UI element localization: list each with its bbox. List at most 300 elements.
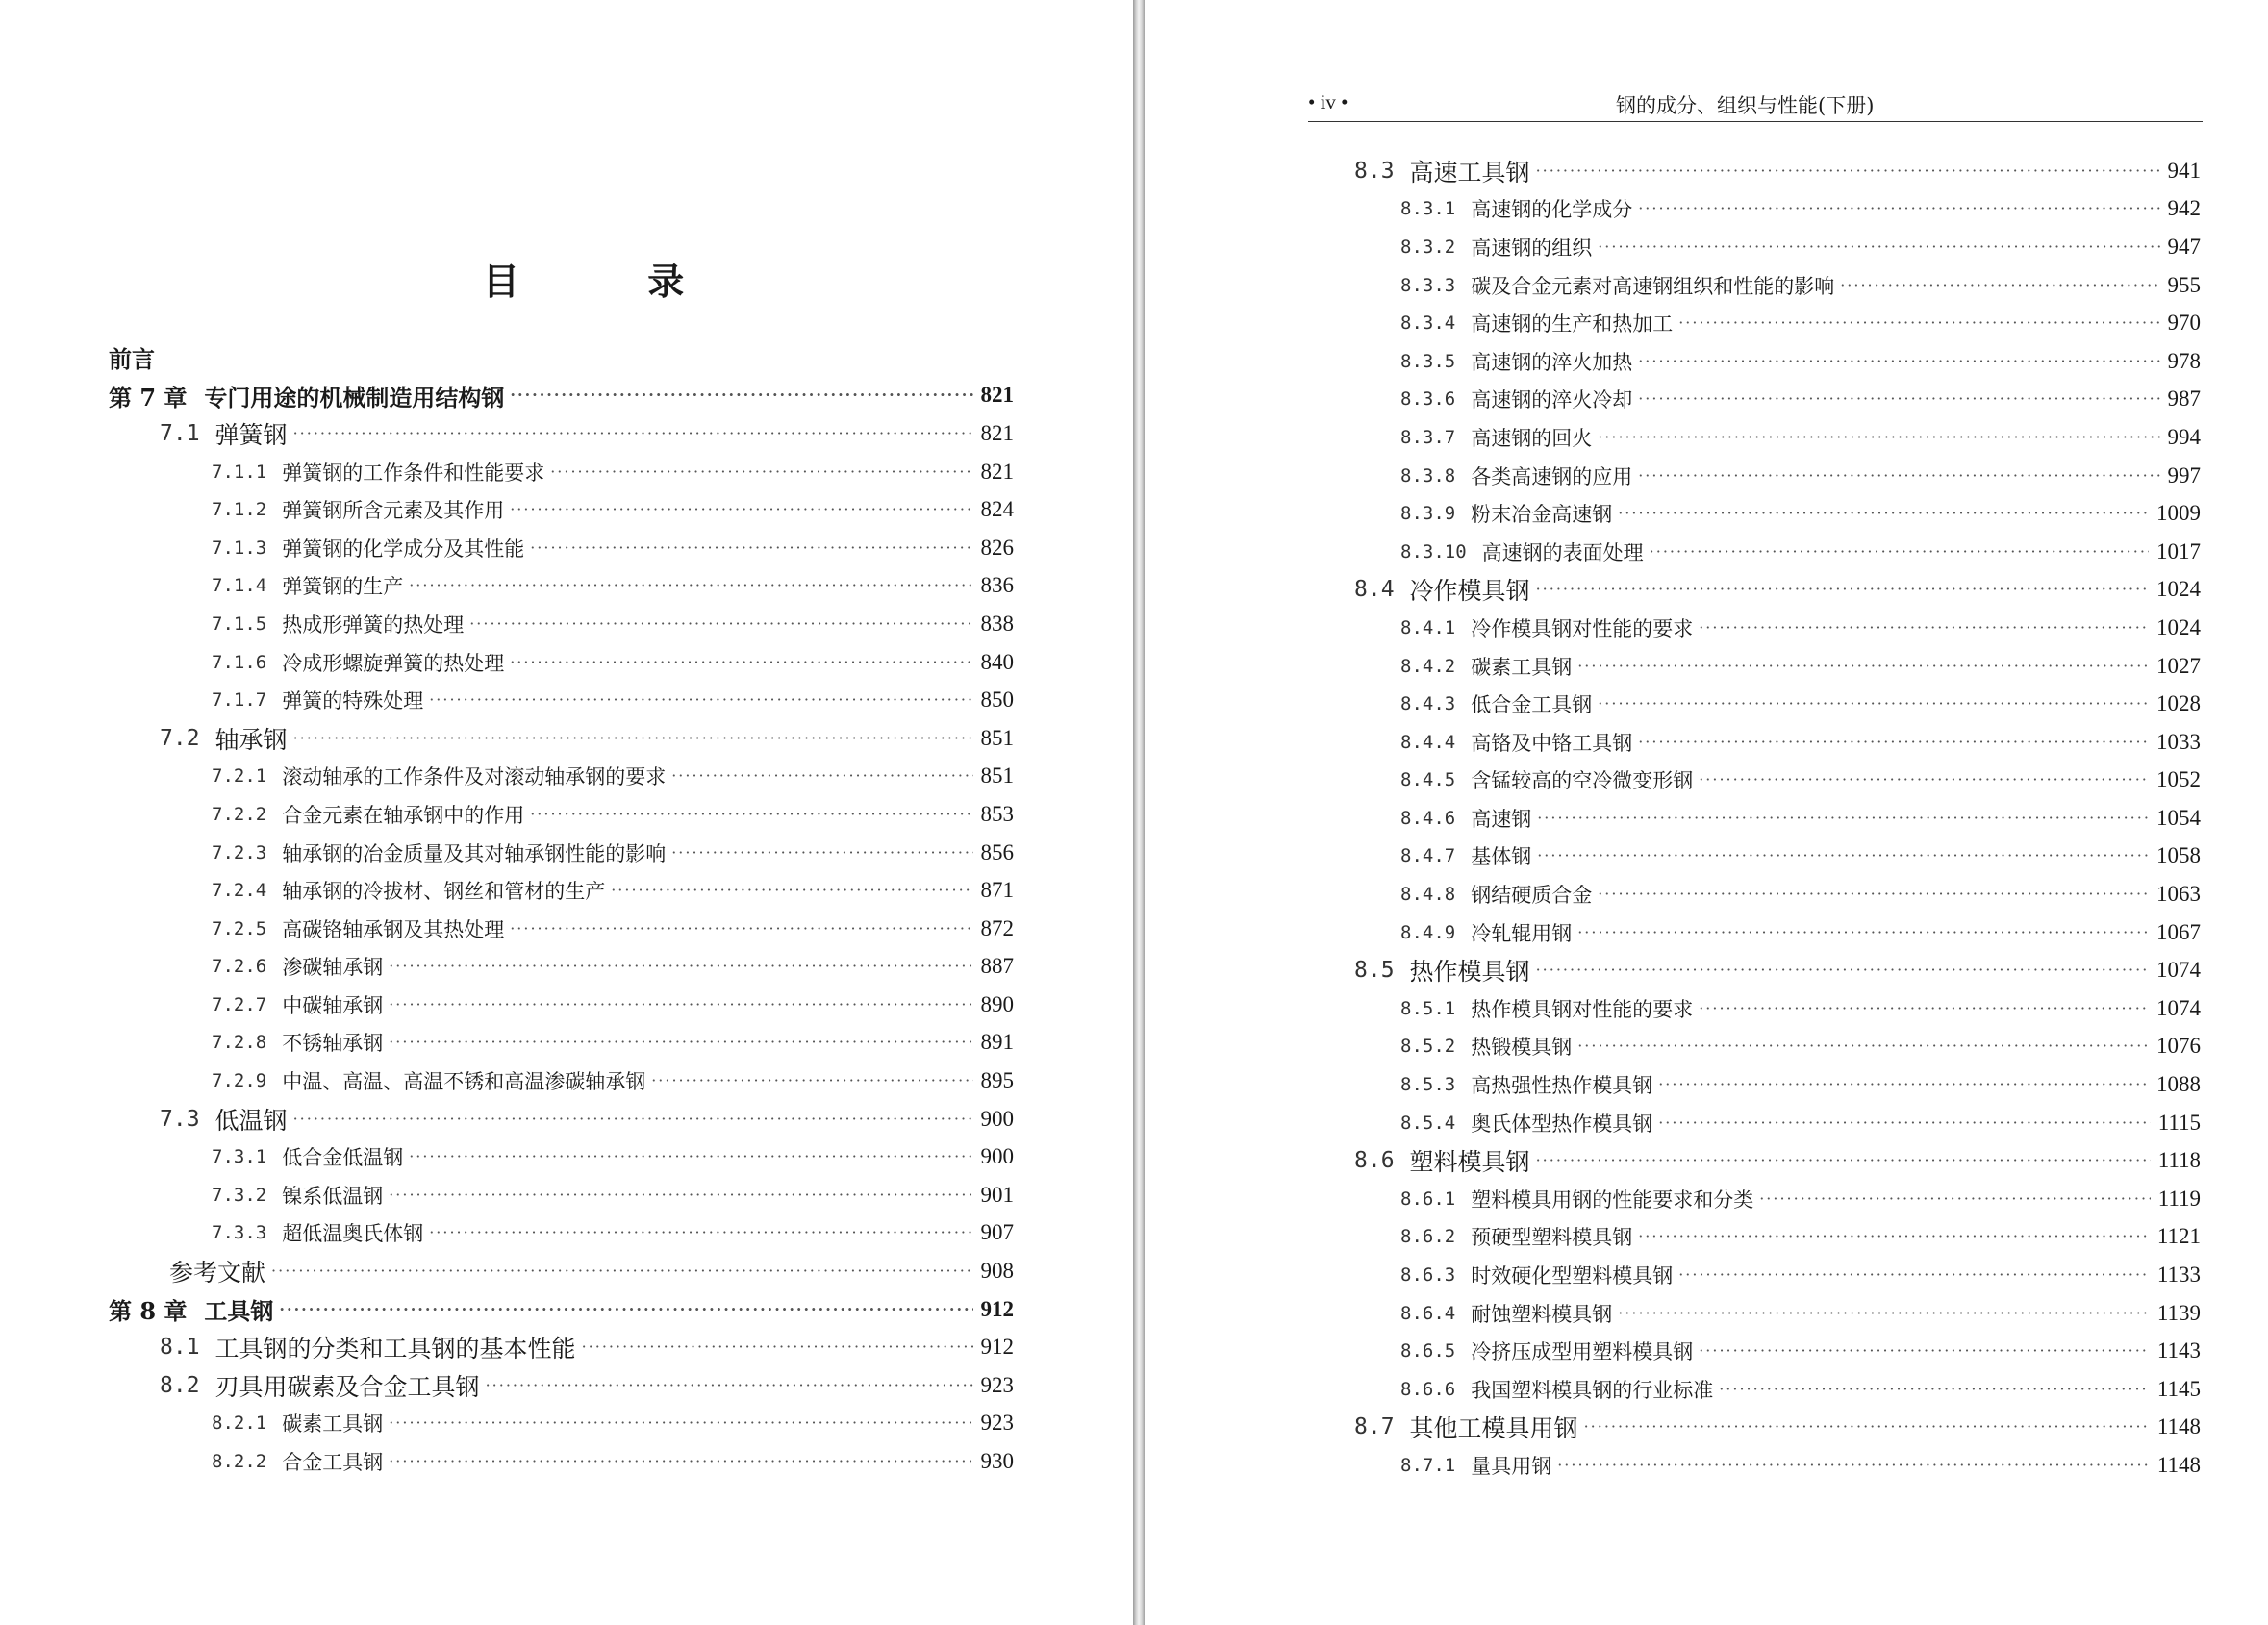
toc-entry <box>1145 799 2268 838</box>
toc-entry-page: 923 <box>980 1372 1014 1397</box>
toc-entry <box>0 1024 1133 1062</box>
toc-entry <box>1145 951 2268 989</box>
toc-entry-title: 含锰较高的空冷微变形钢 <box>1471 769 1694 793</box>
toc-entry-title: 预硬型塑料模具钢 <box>1471 1226 1633 1250</box>
toc-entry-page: 1017 <box>2156 538 2201 563</box>
toc-entry-number: 8.4.4 <box>1400 731 1456 753</box>
dot-leader <box>293 729 973 748</box>
toc-entry-page: 942 <box>2167 196 2201 221</box>
dot-leader <box>1719 1380 2150 1399</box>
toc-entry <box>0 834 1133 872</box>
toc-entry <box>0 1405 1133 1443</box>
toc-entry-number: 8.4.1 <box>1400 616 1456 638</box>
dot-leader <box>1584 1417 2150 1437</box>
toc-entry-title: 弹簧的特殊处理 <box>282 689 424 713</box>
toc-entry-number: 8.4.6 <box>1400 807 1456 829</box>
toc-list-right <box>1145 152 2268 1485</box>
toc-entry-title: 高热强性热作模具钢 <box>1471 1074 1653 1098</box>
dot-leader <box>582 1338 973 1357</box>
toc-entry-title: 高速钢的表面处理 <box>1481 540 1644 564</box>
toc-entry-title: 镍系低温钢 <box>282 1184 384 1208</box>
toc-entry-title: 弹簧钢 <box>214 420 288 449</box>
toc-entry <box>0 1442 1133 1481</box>
toc-entry-title: 弹簧钢的生产 <box>282 575 404 599</box>
dot-leader <box>1536 580 2149 599</box>
toc-entry-page: 871 <box>980 878 1014 903</box>
toc-entry-page: 923 <box>980 1411 1014 1436</box>
toc-entry-number: 7.1.5 <box>212 612 267 635</box>
dot-leader <box>1618 504 2149 523</box>
toc-entry-number: 8.7 <box>1354 1414 1395 1440</box>
toc-entry-title: 高速钢的生产和热加工 <box>1471 312 1674 337</box>
dot-leader <box>1678 1265 2150 1285</box>
toc-entry <box>1145 494 2268 533</box>
toc-entry-number: 8.6.5 <box>1400 1340 1456 1362</box>
dot-leader <box>1577 1037 2149 1056</box>
toc-entry-number: 8.7.1 <box>1400 1454 1456 1476</box>
toc-entry-page: 907 <box>980 1220 1014 1245</box>
dot-leader <box>510 653 972 672</box>
toc-entry-number: 7.1.2 <box>212 499 267 521</box>
toc-entry-title: 时效硬化型塑料模具钢 <box>1471 1264 1674 1288</box>
header-book-title: 钢的成分、组织与性能(下册) <box>1616 94 1875 117</box>
toc-entry <box>0 681 1133 719</box>
dot-leader <box>1638 466 2159 486</box>
toc-entry-number: 7.2.5 <box>212 917 267 939</box>
dot-leader <box>1618 1304 2150 1323</box>
book-gutter <box>1133 0 1145 1625</box>
toc-entry-title: 专门用途的机械制造用结构钢 <box>204 383 505 412</box>
toc-entry <box>0 490 1133 529</box>
toc-entry-number: 第 8 章 <box>109 1297 188 1326</box>
dot-leader <box>1598 238 2159 257</box>
toc-entry-page: 1143 <box>2156 1338 2201 1363</box>
toc-entry-page: 850 <box>980 688 1014 712</box>
toc-entry-title: 冷作模具钢对性能的要求 <box>1471 616 1694 640</box>
toc-entry <box>0 605 1133 643</box>
dot-leader <box>1598 885 2149 904</box>
toc-entry-number: 8.3.1 <box>1400 198 1456 220</box>
toc-entry-title: 粉末冶金高速钢 <box>1471 503 1613 527</box>
toc-entry-number: 7.3.1 <box>212 1146 267 1168</box>
toc-entry-title: 我国塑料模具钢的行业标准 <box>1471 1378 1714 1402</box>
dot-leader <box>389 1186 972 1205</box>
toc-entry-page: 887 <box>980 954 1014 979</box>
dot-leader <box>550 462 972 482</box>
toc-entry-number: 8.3.9 <box>1400 503 1456 525</box>
toc-entry-page: 1088 <box>2156 1072 2201 1097</box>
toc-entry <box>1145 1446 2268 1485</box>
toc-entry-page: 1139 <box>2156 1300 2201 1325</box>
toc-entry-title: 高速钢的组织 <box>1471 236 1593 260</box>
dot-leader <box>279 1300 972 1319</box>
dot-leader <box>651 1071 972 1090</box>
toc-entry-page: 1033 <box>2156 729 2201 754</box>
toc-entry-title: 耐蚀塑料模具钢 <box>1471 1302 1613 1326</box>
toc-entry-page: 997 <box>2167 462 2201 488</box>
toc-entry-number: 8.3 <box>1354 158 1395 184</box>
toc-entry-page: 1145 <box>2156 1376 2201 1401</box>
toc-entry-number: 8.6.4 <box>1400 1302 1456 1324</box>
toc-entry <box>0 1252 1133 1290</box>
header-page-number: • iv • <box>1308 90 1348 113</box>
toc-entry-number: 7.3 <box>160 1106 200 1132</box>
toc-entry-title: 高碳铬轴承钢及其热处理 <box>282 917 505 941</box>
toc-entry <box>0 910 1133 948</box>
dot-leader <box>1658 1075 2149 1094</box>
toc-entry-title: 高速钢 <box>1471 807 1532 831</box>
dot-leader <box>530 805 972 824</box>
toc-entry <box>1145 1370 2268 1409</box>
toc-entry-number: 7.2 <box>160 725 200 751</box>
toc-entry-title: 刃具用碳素及合金工具钢 <box>214 1372 480 1401</box>
dot-leader <box>389 1033 972 1052</box>
toc-entry <box>0 338 1133 377</box>
toc-entry <box>0 414 1133 453</box>
toc-entry <box>1145 762 2268 800</box>
toc-entry-page: 947 <box>2167 234 2201 259</box>
toc-entry-number: 8.5.2 <box>1400 1036 1456 1058</box>
toc-entry-number: 8.3.5 <box>1400 350 1456 372</box>
toc-entry-page: 1074 <box>2156 995 2201 1020</box>
toc-entry-page: 1028 <box>2156 691 2201 716</box>
toc-entry-number: 7.1 <box>160 420 200 446</box>
toc-entry <box>0 567 1133 606</box>
dot-leader <box>1759 1189 2151 1209</box>
toc-entry-page: 900 <box>980 1144 1014 1169</box>
running-header <box>1308 88 2203 122</box>
dot-leader <box>389 1452 972 1471</box>
toc-entry-number: 8.4.8 <box>1400 884 1456 906</box>
toc-entry-title: 塑料模具用钢的性能要求和分类 <box>1471 1188 1754 1212</box>
toc-entry-number: 8.6.2 <box>1400 1226 1456 1248</box>
toc-entry-number: 8.4.2 <box>1400 655 1456 677</box>
toc-entry-number: 8.3.2 <box>1400 236 1456 258</box>
toc-entry-number: 7.3.3 <box>212 1222 267 1244</box>
toc-entry-title: 热作模具钢 <box>1409 958 1530 987</box>
toc-entry-page: 1074 <box>2156 958 2201 983</box>
dot-leader <box>1699 999 2149 1018</box>
dot-leader <box>1638 352 2159 371</box>
toc-entry-title: 基体钢 <box>1471 845 1532 869</box>
dot-leader <box>389 995 972 1014</box>
toc-entry-page: 838 <box>980 611 1014 636</box>
toc-entry-number: 7.3.2 <box>212 1184 267 1206</box>
toc-entry-title: 高速钢的回火 <box>1471 426 1593 450</box>
toc-entry-title: 中碳轴承钢 <box>282 993 384 1017</box>
toc-entry-page: 821 <box>980 459 1014 484</box>
toc-entry <box>1145 1104 2268 1142</box>
toc-entry-number: 8.4.9 <box>1400 921 1456 943</box>
dot-leader <box>510 919 972 938</box>
toc-entry-title: 超低温奥氏体钢 <box>282 1222 424 1246</box>
toc-entry-number: 8.4.7 <box>1400 845 1456 867</box>
toc-entry-title: 弹簧钢的工作条件和性能要求 <box>282 461 545 485</box>
toc-entry <box>0 1290 1133 1329</box>
toc-entry-page: 1119 <box>2157 1186 2201 1211</box>
toc-entry-page: 826 <box>980 535 1014 560</box>
toc-entry-page: 1052 <box>2156 767 2201 792</box>
toc-entry-title: 工具钢 <box>204 1297 274 1326</box>
dot-leader <box>1598 428 2159 447</box>
left-page <box>0 0 1133 1625</box>
toc-entry-number: 8.5.4 <box>1400 1112 1456 1134</box>
dot-leader <box>1557 1456 2150 1475</box>
toc-entry-page: 1121 <box>2156 1224 2201 1249</box>
toc-entry <box>1145 875 2268 913</box>
toc-entry <box>0 1062 1133 1100</box>
toc-entry-number: 8.3.3 <box>1400 274 1456 296</box>
dot-leader <box>1650 542 2149 562</box>
toc-entry-number: 7.1.3 <box>212 537 267 559</box>
toc-entry-page: 1024 <box>2156 577 2201 602</box>
toc-entry-number: 7.2.4 <box>212 880 267 902</box>
toc-entry-page: 955 <box>2167 272 2201 297</box>
toc-entry-title: 低合金低温钢 <box>282 1146 404 1170</box>
toc-entry-number: 7.2.2 <box>212 803 267 825</box>
dot-leader <box>486 1376 973 1395</box>
toc-entry <box>1145 1028 2268 1066</box>
toc-entry-page: 970 <box>2167 311 2201 336</box>
toc-entry-title: 不锈轴承钢 <box>282 1032 384 1056</box>
dot-leader <box>1598 694 2149 713</box>
toc-entry <box>1145 1332 2268 1370</box>
dot-leader <box>1638 1227 2150 1246</box>
dot-leader <box>671 843 972 862</box>
dot-leader <box>1678 313 2159 333</box>
toc-entry-number: 8.6.3 <box>1400 1264 1456 1287</box>
toc-entry-number: 8.3.4 <box>1400 312 1456 335</box>
toc-entry-page: 821 <box>980 383 1014 408</box>
dot-leader <box>1537 846 2149 865</box>
dot-leader <box>389 1413 972 1433</box>
toc-entry-number: 7.1.7 <box>212 689 267 712</box>
toc-entry-title: 合金元素在轴承钢中的作用 <box>282 803 525 827</box>
dot-leader <box>389 957 972 976</box>
toc-entry-number: 8.2.1 <box>212 1412 267 1435</box>
toc-entry-page: 987 <box>2167 387 2201 412</box>
toc-entry-title: 塑料模具钢 <box>1409 1148 1530 1177</box>
toc-entry-page: 901 <box>980 1182 1014 1207</box>
toc-entry-page: 824 <box>980 497 1014 522</box>
toc-entry-title: 其他工模具用钢 <box>1409 1414 1578 1443</box>
toc-entry <box>0 453 1133 491</box>
toc-entry-page: 891 <box>980 1030 1014 1055</box>
toc-entry-title: 碳素工具钢 <box>282 1412 384 1437</box>
toc-entry-page: 900 <box>980 1106 1014 1131</box>
toc-entry-title: 高速钢的化学成分 <box>1471 198 1633 222</box>
toc-entry-number: 7.2.7 <box>212 993 267 1015</box>
toc-entry <box>1145 571 2268 610</box>
toc-entry-page: 1054 <box>2156 805 2201 830</box>
toc-entry-number: 第 7 章 <box>109 383 188 412</box>
toc-entry <box>0 377 1133 415</box>
dot-leader <box>271 1262 972 1281</box>
toc-entry-number: 8.4.3 <box>1400 693 1456 715</box>
toc-entry <box>1145 1180 2268 1218</box>
right-page <box>1145 0 2268 1625</box>
toc-entry <box>1145 418 2268 457</box>
toc-entry-page: 1058 <box>2156 843 2201 868</box>
toc-entry <box>1145 381 2268 419</box>
toc-entry <box>0 529 1133 567</box>
toc-entry <box>1145 989 2268 1028</box>
toc-entry <box>1145 533 2268 571</box>
dot-leader <box>1638 199 2159 218</box>
dot-leader <box>510 386 972 405</box>
dot-leader <box>429 1223 972 1242</box>
toc-entry-title: 冷作模具钢 <box>1409 577 1530 606</box>
toc-entry-title: 热作模具钢对性能的要求 <box>1471 997 1694 1021</box>
toc-entry-number: 8.6.6 <box>1400 1378 1456 1400</box>
toc-entry-title: 碳及合金元素对高速钢组织和性能的影响 <box>1471 274 1835 298</box>
toc-entry <box>0 1100 1133 1138</box>
dot-leader <box>671 766 972 786</box>
toc-entry-page: 840 <box>980 649 1014 674</box>
toc-entry-page: 836 <box>980 573 1014 598</box>
toc-entry-page: 912 <box>980 1296 1014 1321</box>
toc-entry-title: 轴承钢 <box>214 725 288 754</box>
toc-entry-number: 8.2.2 <box>212 1451 267 1473</box>
toc-entry-page: 890 <box>980 991 1014 1016</box>
toc-entry-title: 前言 <box>109 345 155 374</box>
toc-entry-title: 中温、高温、高温不锈和高温渗碳轴承钢 <box>282 1070 646 1094</box>
toc-entry-page: 1148 <box>2156 1414 2201 1439</box>
toc-entry-title: 各类高速钢的应用 <box>1471 464 1633 488</box>
toc-list-left <box>0 338 1133 1481</box>
toc-entry <box>1145 723 2268 762</box>
toc-entry-title: 弹簧钢所含元素及其作用 <box>282 499 505 523</box>
toc-entry <box>1145 1218 2268 1257</box>
toc-entry-title: 热成形弹簧的热处理 <box>282 612 465 637</box>
toc-entry-number: 8.3.8 <box>1400 464 1456 487</box>
toc-entry-number: 8.4.5 <box>1400 769 1456 791</box>
toc-entry <box>1145 304 2268 342</box>
toc-entry-title: 热锻模具钢 <box>1471 1036 1573 1060</box>
dot-leader <box>510 500 972 519</box>
toc-entry-number: 8.5 <box>1354 958 1395 984</box>
toc-entry-title: 工具钢的分类和工具钢的基本性能 <box>214 1335 576 1363</box>
toc-entry-page: 895 <box>980 1068 1014 1093</box>
toc-entry-page: 821 <box>980 420 1014 445</box>
toc-entry <box>0 758 1133 796</box>
toc-entry <box>0 1176 1133 1214</box>
toc-entry-title: 轴承钢的冶金质量及其对轴承钢性能的影响 <box>282 841 667 865</box>
toc-entry-title: 奥氏体型热作模具钢 <box>1471 1112 1653 1136</box>
toc-entry-title: 渗碳轴承钢 <box>282 956 384 980</box>
dot-leader <box>1536 961 2149 980</box>
dot-leader <box>1699 770 2149 789</box>
toc-entry-number: 8.3.6 <box>1400 388 1456 411</box>
toc-entry-title: 滚动轴承的工作条件及对滚动轴承钢的要求 <box>282 765 667 789</box>
toc-entry-title: 量具用钢 <box>1471 1454 1552 1478</box>
toc-entry <box>0 1214 1133 1253</box>
toc-entry-page: 1133 <box>2156 1262 2201 1288</box>
dot-leader <box>293 424 973 443</box>
toc-entry-number: 8.1 <box>160 1335 200 1361</box>
toc-entry-page: 941 <box>2167 158 2201 183</box>
toc-entry-number: 8.4 <box>1354 577 1395 603</box>
toc-entry <box>1145 913 2268 952</box>
toc-entry-page: 1009 <box>2156 501 2201 526</box>
toc-entry <box>1145 609 2268 647</box>
toc-entry <box>1145 1409 2268 1447</box>
toc-entry-page: 1024 <box>2156 614 2201 639</box>
toc-entry-title: 轴承钢的冷拔材、钢丝和管材的生产 <box>282 880 606 904</box>
toc-entry-page: 856 <box>980 839 1014 864</box>
toc-entry <box>0 871 1133 910</box>
dot-leader <box>409 1147 972 1166</box>
toc-entry <box>0 1328 1133 1366</box>
dot-leader <box>611 881 972 900</box>
toc-entry <box>1145 457 2268 495</box>
toc-entry-number: 7.2.9 <box>212 1070 267 1092</box>
toc-entry <box>1145 266 2268 305</box>
toc-entry-page: 1148 <box>2156 1452 2201 1477</box>
dot-leader <box>1536 162 2160 181</box>
toc-entry-title: 低合金工具钢 <box>1471 693 1593 717</box>
dot-leader <box>1638 389 2159 409</box>
toc-entry-page: 908 <box>980 1259 1014 1284</box>
toc-entry <box>1145 1141 2268 1180</box>
toc-entry-number: 8.5.1 <box>1400 997 1456 1019</box>
toc-entry-page: 1076 <box>2156 1034 2201 1059</box>
toc-entry-number: 8.3.7 <box>1400 426 1456 448</box>
toc-entry-number: 8.2 <box>160 1372 200 1398</box>
toc-entry-page: 930 <box>980 1449 1014 1474</box>
toc-entry <box>1145 228 2268 266</box>
toc-entry <box>1145 152 2268 190</box>
toc-entry <box>1145 1294 2268 1333</box>
toc-entry <box>1145 1065 2268 1104</box>
dot-leader <box>293 1110 973 1129</box>
dot-leader <box>469 614 972 634</box>
toc-entry-page: 994 <box>2167 424 2201 449</box>
dot-leader <box>530 538 972 558</box>
toc-entry-page: 1115 <box>2157 1110 2201 1135</box>
dot-leader <box>1536 1151 2151 1170</box>
toc-entry <box>0 643 1133 682</box>
toc-entry-title: 弹簧钢的化学成分及其性能 <box>282 537 525 561</box>
toc-entry <box>1145 647 2268 686</box>
toc-entry-title: 参考文献 <box>169 1259 266 1288</box>
toc-entry <box>1145 342 2268 381</box>
toc-entry-number: 7.1.4 <box>212 575 267 597</box>
dot-leader <box>1638 733 2149 752</box>
toc-entry <box>1145 1256 2268 1294</box>
dot-leader <box>1699 1341 2150 1361</box>
toc-entry <box>0 948 1133 987</box>
toc-entry-number: 7.1.6 <box>212 651 267 673</box>
toc-title: 目 录 <box>483 260 743 303</box>
toc-entry <box>0 1366 1133 1405</box>
dot-leader <box>1577 657 2149 676</box>
toc-entry-page: 912 <box>980 1335 1014 1360</box>
toc-entry-title: 合金工具钢 <box>282 1451 384 1475</box>
toc-entry-number: 7.2.8 <box>212 1032 267 1054</box>
toc-entry-page: 1118 <box>2157 1148 2201 1173</box>
toc-entry-page: 872 <box>980 915 1014 940</box>
toc-entry-page: 1067 <box>2156 919 2201 944</box>
toc-entry-number: 7.2.1 <box>212 765 267 788</box>
dot-leader <box>1699 618 2149 638</box>
toc-entry-number: 8.5.3 <box>1400 1074 1456 1096</box>
toc-entry-number: 8.6 <box>1354 1148 1395 1174</box>
toc-entry-title: 低温钢 <box>214 1106 288 1135</box>
toc-entry-title: 冷轧辊用钢 <box>1471 921 1573 945</box>
toc-entry-title: 高速工具钢 <box>1409 158 1530 187</box>
toc-entry-page: 978 <box>2167 348 2201 373</box>
